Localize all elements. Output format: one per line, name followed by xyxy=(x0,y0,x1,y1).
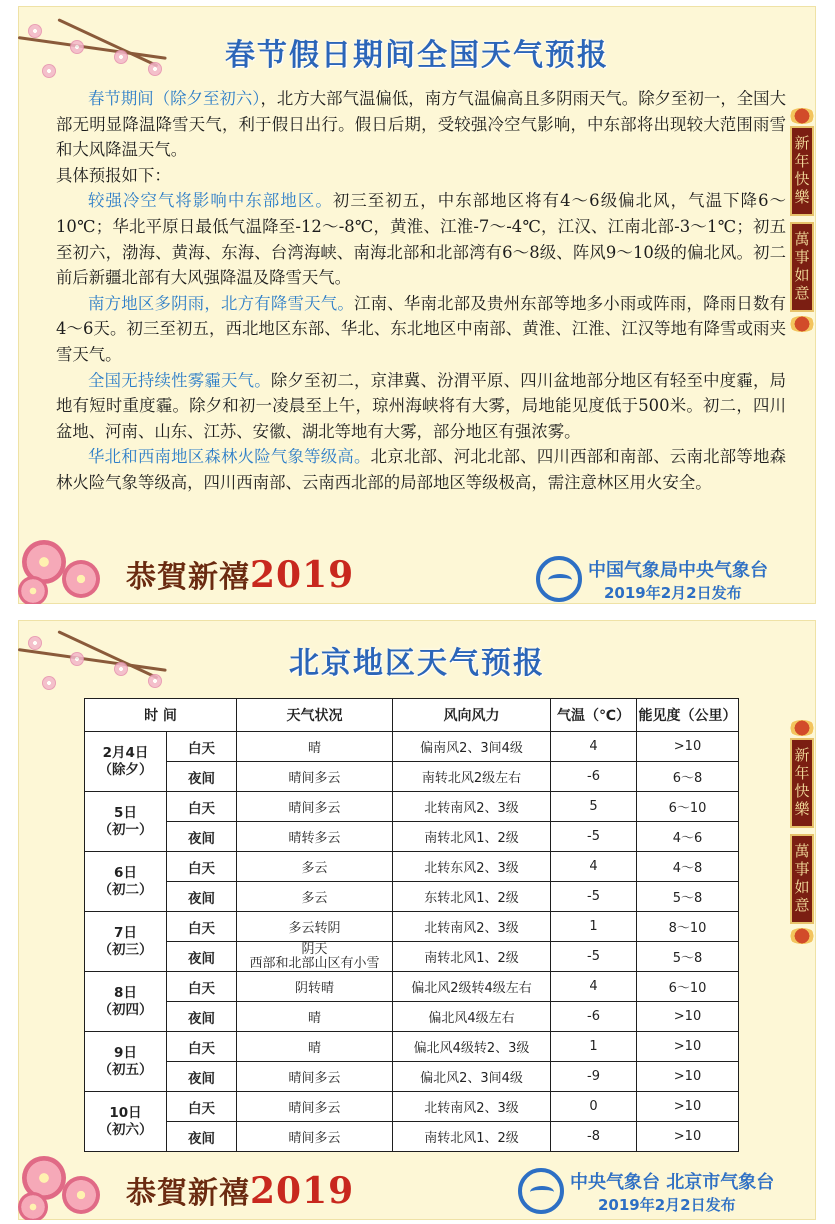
weather-cell: 多云 xyxy=(237,882,393,912)
greeting xyxy=(126,1168,354,1212)
period-cell: 夜间 xyxy=(167,1062,237,1092)
weather-cell: 晴 xyxy=(237,1032,393,1062)
forecast-paragraph xyxy=(56,444,786,495)
date-cell xyxy=(85,1032,167,1092)
temp-cell: 4 xyxy=(551,852,637,882)
wind-cell: 北转南风2、3级 xyxy=(393,912,551,942)
date-cell xyxy=(85,972,167,1032)
temp-cell: -8 xyxy=(551,1122,637,1152)
table-row xyxy=(85,1002,739,1032)
greeting xyxy=(126,552,354,596)
period-cell: 夜间 xyxy=(167,762,237,792)
side-tag-bottom: 萬事如意 xyxy=(790,834,814,924)
date-label: 5日 xyxy=(114,804,137,821)
table-row xyxy=(85,972,739,1002)
wind-cell: 偏北风4级左右 xyxy=(393,1002,551,1032)
lunar-label: （除夕） xyxy=(98,761,153,778)
weather-cell: 晴间多云 xyxy=(237,762,393,792)
table-row xyxy=(85,822,739,852)
paragraph-lead: 全国无持续性雾霾天气。 xyxy=(88,370,271,390)
temp-cell: 4 xyxy=(551,732,637,762)
period-cell: 白天 xyxy=(167,972,237,1002)
wind-cell: 东转北风1、2级 xyxy=(393,882,551,912)
table-row xyxy=(85,1092,739,1122)
wind-cell: 偏南风2、3间4级 xyxy=(393,732,551,762)
paragraph-text: 具体预报如下： xyxy=(56,165,171,185)
period-cell: 白天 xyxy=(167,732,237,762)
period-cell: 白天 xyxy=(167,1092,237,1122)
temp-cell: -6 xyxy=(551,1002,637,1032)
header-time: 时 间 xyxy=(85,699,237,732)
peony-flower xyxy=(18,1192,48,1220)
weather-cell: 阴转晴 xyxy=(237,972,393,1002)
date-label: 2月4日 xyxy=(102,744,149,761)
period-cell: 白天 xyxy=(167,1032,237,1062)
temp-cell: 1 xyxy=(551,1032,637,1062)
visibility-cell: 8～10 xyxy=(637,912,739,942)
paragraph-text: ，北方大部气温偏低，南方气温偏高且多阴雨天气。除夕至初一，全国大部无明显降温降雪天气，利于假日出行。假日后期，受较强冷空气影响，中东部将出现较大范围雨雪和大风降温天气。 xyxy=(56,89,786,160)
header-weather: 天气状况 xyxy=(237,699,393,732)
temp-cell: -5 xyxy=(551,822,637,852)
weather-cell: 晴间多云 xyxy=(237,1092,393,1122)
table-header-row xyxy=(85,699,739,732)
peony-flower xyxy=(18,576,48,604)
visibility-cell: 4～6 xyxy=(637,822,739,852)
forecast-paragraph xyxy=(56,86,786,163)
paragraph-lead: 较强冷空气将影响中东部地区。 xyxy=(88,191,333,211)
date-label: 8日 xyxy=(114,984,137,1001)
wind-cell: 南转北风1、2级 xyxy=(393,1122,551,1152)
publish-date: 2019年2月2日发布 xyxy=(604,584,742,602)
wind-cell: 偏北风2级转4级左右 xyxy=(393,972,551,1002)
visibility-cell: 6～8 xyxy=(637,762,739,792)
temp-cell: -5 xyxy=(551,882,637,912)
temp-cell: 0 xyxy=(551,1092,637,1122)
forecast-body xyxy=(56,86,786,496)
weather-cell: 晴 xyxy=(237,1002,393,1032)
side-tag-bottom: 萬事如意 xyxy=(790,222,814,312)
paragraph-lead: 春节期间（除夕至初六） xyxy=(88,89,261,108)
ribbon-knot xyxy=(788,108,816,124)
temp-cell: 5 xyxy=(551,792,637,822)
weather-cell: 晴间多云 xyxy=(237,1062,393,1092)
table-row xyxy=(85,852,739,882)
peony-flower xyxy=(62,1176,100,1214)
table-row xyxy=(85,912,739,942)
publish-date: 2019年2月2日发布 xyxy=(598,1196,736,1214)
date-cell xyxy=(85,852,167,912)
wind-cell: 偏北风4级转2、3级 xyxy=(393,1032,551,1062)
wind-cell: 北转南风2、3级 xyxy=(393,792,551,822)
paragraph-lead: 南方地区多阴雨，北方有降雪天气。 xyxy=(88,293,354,313)
table-row xyxy=(85,1032,739,1062)
cma-logo-icon xyxy=(518,1168,564,1214)
national-forecast-panel xyxy=(18,6,816,604)
paragraph-text: 江南、华南北部及贵州东部等地多小雨或阵雨，降雨日数有4～6天。初三至初五，西北地区东部、华北、东北地区中南部、黄淮、江淮、江汉等地有降雪或雨夹雪天气。 xyxy=(56,293,787,364)
peony-flower xyxy=(62,560,100,598)
forecast-table xyxy=(84,698,739,1152)
date-cell xyxy=(85,732,167,792)
visibility-cell: >10 xyxy=(637,1122,739,1152)
wind-cell: 偏北风2、3间4级 xyxy=(393,1062,551,1092)
visibility-cell: >10 xyxy=(637,1092,739,1122)
forecast-paragraph xyxy=(56,368,786,445)
period-cell: 夜间 xyxy=(167,1122,237,1152)
period-cell: 夜间 xyxy=(167,882,237,912)
weather-cell: 多云 xyxy=(237,852,393,882)
visibility-cell: 5～8 xyxy=(637,882,739,912)
greeting-year: 2019 xyxy=(250,1170,355,1212)
side-tag-top: 新年快樂 xyxy=(790,738,814,828)
beijing-forecast-panel xyxy=(18,620,816,1220)
forecast-paragraph xyxy=(56,188,786,290)
paragraph-lead: 华北和西南地区森林火险气象等级高。 xyxy=(88,447,371,467)
table-row xyxy=(85,762,739,792)
cma-logo-icon xyxy=(536,556,582,602)
page-title: 春节假日期间全国天气预报 xyxy=(225,38,609,73)
table-row xyxy=(85,1062,739,1092)
greeting-text: 恭賀新禧 xyxy=(126,1176,250,1211)
greeting-text: 恭賀新禧 xyxy=(126,560,250,595)
lunar-label: （初三） xyxy=(98,941,153,958)
paragraph-text: 初三至初五，中东部地区将有4～6级偏北风，气温下降6～10℃；华北平原日最低气温降至-12～-8℃，黄淮、江淮-7～-4℃，江汉、江南北部-3～1℃；初五至初六，渤海、黄海、东海、台湾海峡、南海北部和北部湾有6～8级、阵风9～10级的偏北风。初二前后新疆北部有大风强降温及降雪天气。 xyxy=(56,191,786,288)
paragraph-text: 除夕至初二，京津冀、汾渭平原、四川盆地部分地区有轻至中度霾，局地有短时重度霾。除夕和初一凌晨至上午，琼州海峡将有大雾，局地能见度低于500米。初二，四川盆地、河南、山东、江苏、安徽、湖北等地有大雾，部分地区有强浓雾。 xyxy=(56,370,787,441)
lunar-label: （初四） xyxy=(98,1001,153,1018)
date-cell xyxy=(85,792,167,852)
weather-cell: 晴 xyxy=(237,732,393,762)
lunar-label: （初五） xyxy=(98,1061,153,1078)
header-temp: 气温（℃） xyxy=(551,699,637,732)
date-cell xyxy=(85,1092,167,1152)
table-row xyxy=(85,942,739,972)
weather-cell: 晴转多云 xyxy=(237,822,393,852)
temp-cell: -6 xyxy=(551,762,637,792)
date-cell xyxy=(85,912,167,972)
ribbon-knot xyxy=(788,928,816,944)
wind-cell: 南转北风1、2级 xyxy=(393,942,551,972)
period-cell: 夜间 xyxy=(167,1002,237,1032)
date-label: 7日 xyxy=(114,924,137,941)
org-name: 中国气象局中央气象台 xyxy=(588,560,768,581)
period-cell: 白天 xyxy=(167,912,237,942)
date-label: 9日 xyxy=(114,1044,137,1061)
table-row xyxy=(85,732,739,762)
page-title: 北京地区天气预报 xyxy=(289,646,545,681)
wind-cell: 北转东风2、3级 xyxy=(393,852,551,882)
forecast-paragraph xyxy=(56,163,786,189)
visibility-cell: >10 xyxy=(637,732,739,762)
table-row xyxy=(85,1122,739,1152)
weather-cell: 阴天 西部和北部山区有小雪 xyxy=(237,942,393,972)
wind-cell: 北转南风2、3级 xyxy=(393,1092,551,1122)
header-wind: 风向风力 xyxy=(393,699,551,732)
side-tag-top: 新年快樂 xyxy=(790,126,814,216)
weather-cell: 晴间多云 xyxy=(237,1122,393,1152)
forecast-paragraph xyxy=(56,291,786,368)
lunar-label: （初六） xyxy=(98,1121,153,1138)
wind-cell: 南转北风1、2级 xyxy=(393,822,551,852)
period-cell: 夜间 xyxy=(167,942,237,972)
period-cell: 夜间 xyxy=(167,822,237,852)
visibility-cell: 5～8 xyxy=(637,942,739,972)
temp-cell: 4 xyxy=(551,972,637,1002)
visibility-cell: 6～10 xyxy=(637,972,739,1002)
period-cell: 白天 xyxy=(167,852,237,882)
visibility-cell: >10 xyxy=(637,1002,739,1032)
temp-cell: -5 xyxy=(551,942,637,972)
lunar-label: （初二） xyxy=(98,881,153,898)
temp-cell: -9 xyxy=(551,1062,637,1092)
visibility-cell: 4～8 xyxy=(637,852,739,882)
date-label: 10日 xyxy=(109,1104,142,1121)
wind-cell: 南转北风2级左右 xyxy=(393,762,551,792)
date-label: 6日 xyxy=(114,864,137,881)
table-row xyxy=(85,882,739,912)
visibility-cell: 6～10 xyxy=(637,792,739,822)
ribbon-knot xyxy=(788,316,816,332)
table-row xyxy=(85,792,739,822)
period-cell: 白天 xyxy=(167,792,237,822)
ribbon-knot xyxy=(788,720,816,736)
paragraph-text: 北京北部、河北北部、四川西部和南部、云南北部等地森林火险气象等级高，四川西南部、云南西北部的局部地区等级极高，需注意林区用火安全。 xyxy=(56,447,787,492)
weather-cell: 多云转阴 xyxy=(237,912,393,942)
org-name: 中央气象台 北京市气象台 xyxy=(570,1172,775,1193)
greeting-year: 2019 xyxy=(250,554,355,596)
lunar-label: （初一） xyxy=(98,821,153,838)
visibility-cell: >10 xyxy=(637,1062,739,1092)
temp-cell: 1 xyxy=(551,912,637,942)
visibility-cell: >10 xyxy=(637,1032,739,1062)
weather-cell: 晴间多云 xyxy=(237,792,393,822)
header-visibility: 能见度（公里） xyxy=(637,699,739,732)
